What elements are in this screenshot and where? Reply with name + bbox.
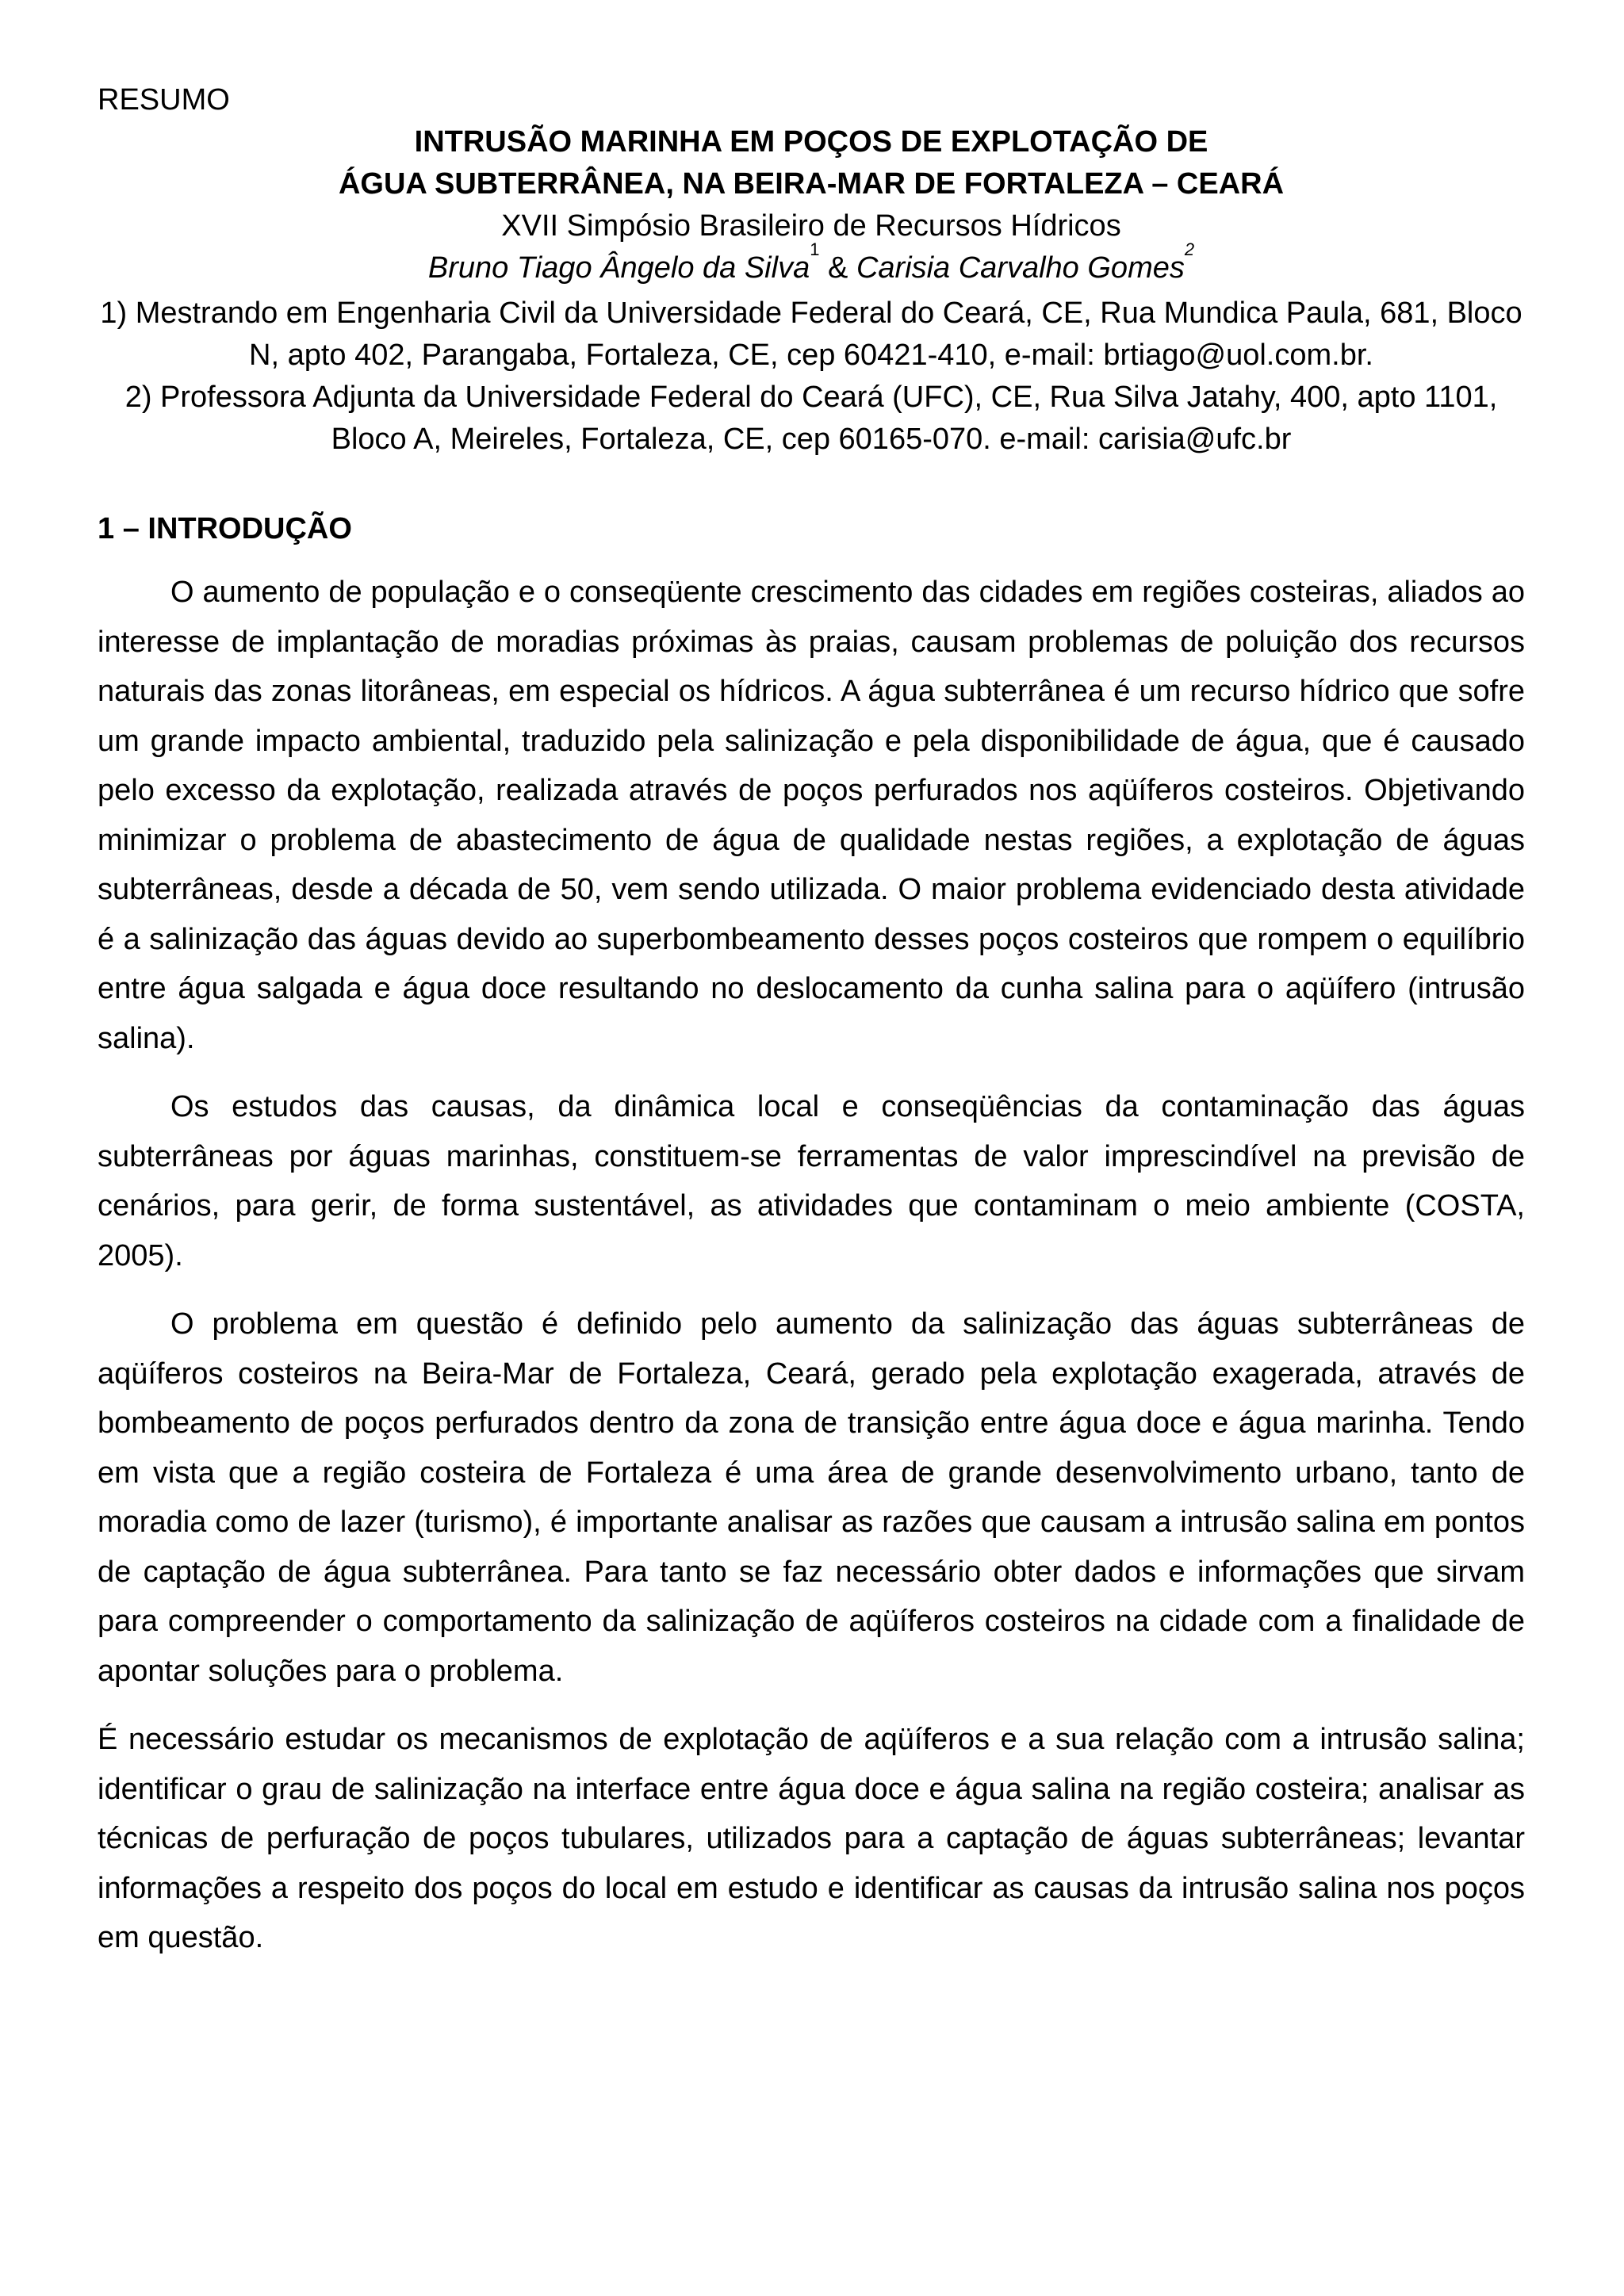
- paragraph-3: O problema em questão é definido pelo aumento da salinização das águas subterrâneas de aqüíferos costeiros na Beira-Mar de Fortaleza, Ceará, gerado pela explotação exagerada, através de bombeamento de poços perfurados dentro da zona de transição entre água doce e água marinha. Tendo em vista que a região costeira de Fortaleza é uma área de grande desenvolvimento urbano, tanto de moradia como de lazer (turismo), é importante analisar as razões que causam a intrusão salina em pontos de captação de água subterrânea. Para tanto se faz necessário obter dados e informações que sirvam para compreender o comportamento da salinização de aqüíferos costeiros na cidade com a finalidade de apontar soluções para o problema.: [98, 1307, 1525, 1688]
- author-separator: &: [828, 251, 848, 285]
- author-2: Carisia Carvalho Gomes: [856, 251, 1185, 285]
- section-heading: 1 – INTRODUÇÃO: [98, 512, 352, 545]
- document-page: [98, 79, 1525, 1982]
- author-1-superscript: 1: [810, 239, 820, 259]
- paragraph-1: O aumento de população e o conseqüente crescimento das cidades em regiões costeiras, aliados ao interesse de implantação de moradias próximas às praias, causam problemas de poluição dos recursos naturais das zonas litorâneas, em especial os hídricos. A água subterrânea é um recurso hídrico que sofre um grande impacto ambiental, traduzido pela salinização e pela disponibilidade de água, que é causado pelo excesso da explotação, realizada através de poços perfurados nos aqüíferos costeiros. Objetivando minimizar o problema de abastecimento de água de qualidade nestas regiões, a explotação de águas subterrâneas, desde a década de 50, vem sendo utilizada. O maior problema evidenciado desta atividade é a salinização das águas devido ao superbombeamento desses poços costeiros que rompem o equilíbrio entre água salgada e água doce resultando no deslocamento da cunha salina para o aqüífero (intrusão salina).: [98, 576, 1525, 1055]
- paragraph-2: Os estudos das causas, da dinâmica local e conseqüências da contaminação das águas subterrâneas por águas marinhas, constituem-se ferramentas de valor imprescindível na previsão de cenários, para gerir, de forma sustentável, as atividades que contaminam o meio ambiente (COSTA, 2005).: [98, 1090, 1525, 1272]
- authors-line: [98, 239, 1525, 293]
- paragraph-4: É necessário estudar os mecanismos de explotação de aqüíferos e a sua relação com a intrusão salina; identificar o grau de salinização na interface entre água doce e água salina na região costeira; analisar as técnicas de perfuração de poços tubulares, utilizados para a captação de águas subterrâneas; levantar informações a respeito dos poços do local em estudo e identificar as causas da intrusão salina nos poços em questão.: [98, 1723, 1525, 1954]
- author-1: Bruno Tiago Ângelo da Silva: [427, 251, 810, 285]
- title-line-1: INTRUSÃO MARINHA EM POÇOS DE EXPLOTAÇÃO DE: [414, 125, 1208, 159]
- event-name: XVII Simpósio Brasileiro de Recursos Hídricos: [501, 209, 1121, 243]
- title-line-2: ÁGUA SUBTERRÂNEA, NA BEIRA-MAR DE FORTALEZA – CEARÁ: [338, 167, 1285, 201]
- affiliation-1: 1) Mestrando em Engenharia Civil da Universidade Federal do Ceará, CE, Rua Mundica Paula, 681, Bloco N, apto 402, Parangaba, Fortaleza, CE, cep 60421-410, e-mail: brtiago@uol.com.br.: [100, 297, 1522, 372]
- author-2-superscript: 2: [1184, 239, 1195, 259]
- resumo-label: RESUMO: [98, 83, 230, 117]
- affiliation-2: 2) Professora Adjunta da Universidade Federal do Ceará (UFC), CE, Rua Silva Jatahy, 400, apto 1101, Bloco A, Meireles, Fortaleza, CE, cep 60165-070. e-mail: carisia@ufc.br: [124, 381, 1498, 456]
